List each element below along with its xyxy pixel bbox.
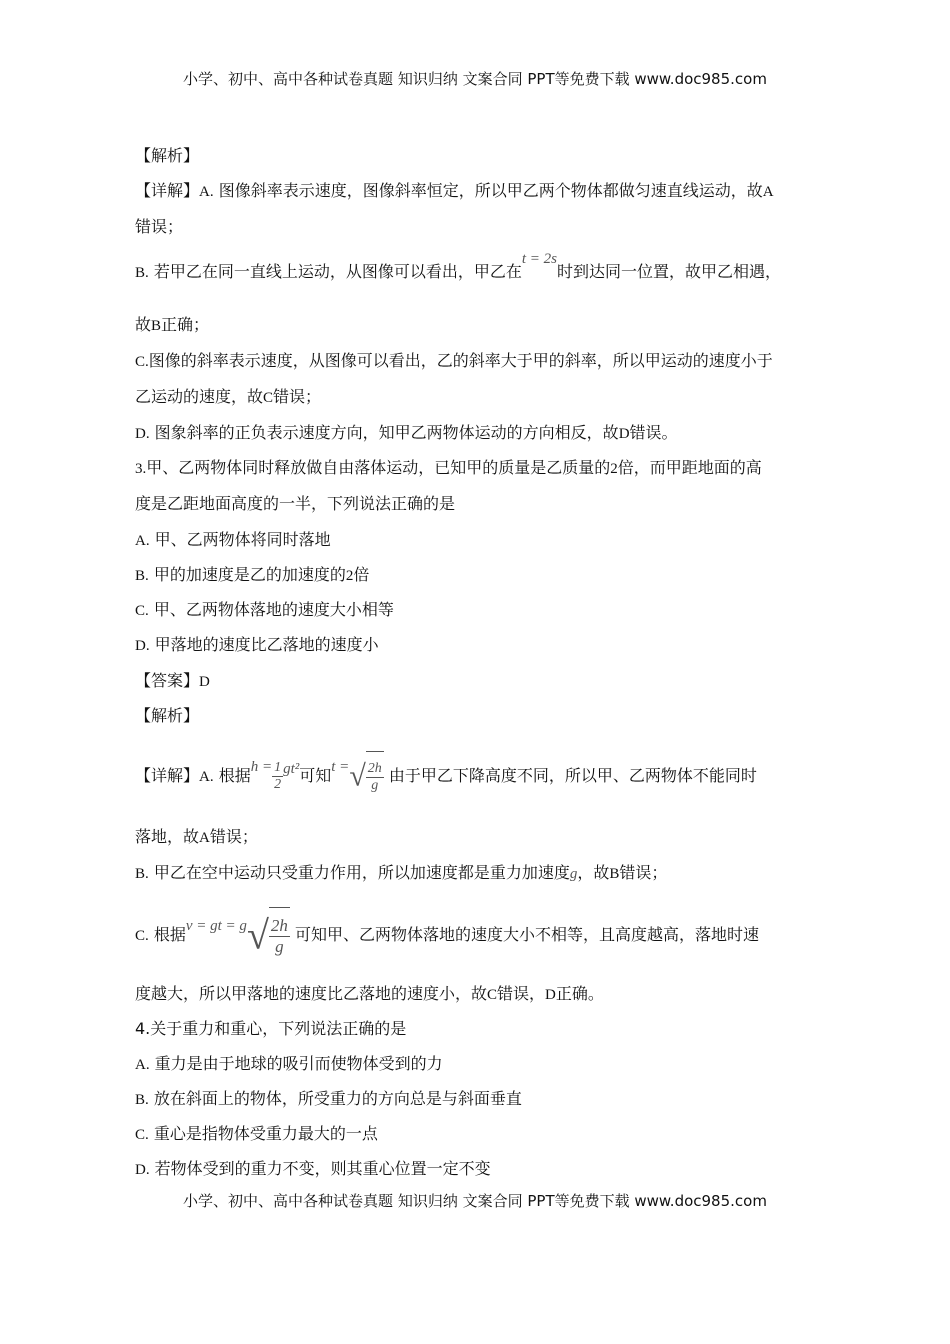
text: C	[263, 390, 274, 406]
text: B	[151, 318, 162, 334]
text: A	[199, 830, 210, 846]
text: 若物体受到的重力不变，则其重心位置一定不变	[149, 1159, 491, 1178]
option-c	[135, 600, 394, 621]
detail-a-cont: 错误；	[135, 217, 184, 236]
detail-c	[135, 351, 773, 372]
page-header: 小学、初中、高中各种试卷真题 知识归纳 文案合同 PPT等免费下载 www.doc985.com	[183, 70, 767, 88]
text: 重心是指物体受重力最大的一点	[148, 1124, 378, 1143]
text: 【详解】	[135, 766, 200, 785]
question-4: 4.关于重力和重心，下列说法正确的是	[135, 1019, 407, 1038]
denominator: g	[275, 937, 284, 956]
text: A.	[135, 533, 150, 549]
text: C.	[135, 354, 149, 370]
analysis-heading: 【解析】	[135, 146, 200, 165]
answer	[135, 671, 210, 692]
q4-option-c	[135, 1124, 378, 1145]
text: 错误，	[497, 984, 546, 1003]
text: 乙运动的速度，故	[135, 387, 264, 406]
detail-3a-cont	[135, 827, 258, 848]
text: D	[199, 674, 210, 690]
text: 若甲乙在同一直线上运动，从图像可以看出，甲乙在	[148, 262, 522, 281]
denominator: 2	[274, 777, 282, 792]
text: 正确；	[161, 315, 210, 334]
text: D	[545, 987, 556, 1003]
detail-3c-cont	[135, 984, 604, 1005]
numerator: 1	[274, 760, 282, 775]
question-3-cont: 度是乙距地面高度的一半，下列说法正确的是	[135, 494, 456, 513]
text: 错误；	[209, 827, 258, 846]
detail-a	[135, 181, 774, 202]
text: 图象斜率的正负表示速度方向，知甲乙两物体运动的方向相反，故	[149, 423, 619, 442]
q4-option-d	[135, 1159, 491, 1180]
text: 根据	[213, 766, 251, 785]
text: 3.	[135, 461, 147, 477]
option-b	[135, 565, 369, 586]
formula: v = gt = g	[185, 918, 247, 934]
text: 故	[135, 315, 152, 334]
detail-3b	[135, 863, 667, 884]
numerator: 2h	[270, 916, 288, 935]
text: C.	[135, 1127, 149, 1143]
text: ，故	[577, 863, 610, 882]
text: 倍	[353, 565, 370, 584]
text: 可知	[299, 766, 332, 785]
text: C.	[135, 603, 149, 619]
detail-b-cont	[135, 315, 209, 336]
option-a	[135, 530, 331, 551]
text: C	[487, 987, 498, 1003]
denominator: g	[371, 778, 379, 793]
text: D.	[135, 426, 150, 442]
text: B	[609, 866, 620, 882]
text: 由于甲乙下降高度不同，所以甲、乙两物体不能同时	[383, 766, 757, 785]
text: 正确。	[555, 984, 604, 1003]
fraction	[272, 760, 283, 793]
text: 可知甲、乙两物体落地的速度大小不相等，且高度越高，落地时速	[289, 925, 759, 944]
text: B.	[135, 568, 149, 584]
text: 甲、乙两物体将同时落地	[149, 530, 331, 549]
text: 甲乙在空中运动只受重力作用，所以加速度都是重力加速度	[148, 863, 570, 882]
q4-option-b	[135, 1089, 522, 1110]
detail-b	[135, 251, 782, 283]
text: A	[762, 184, 774, 200]
formula: g	[569, 866, 578, 882]
option-d	[135, 635, 379, 656]
formula: gt²	[283, 761, 300, 777]
text: 放在斜面上的物体，所受重力的方向总是与斜面垂直	[148, 1089, 522, 1108]
question-3	[135, 458, 762, 479]
text: 甲落地的速度比乙落地的速度小	[149, 635, 379, 654]
text: 时到达同一位置，故甲乙相遇，	[557, 262, 782, 281]
formula: t = 2s	[521, 251, 557, 267]
text: D	[618, 426, 630, 442]
text: B.	[135, 265, 149, 281]
text: A.	[199, 769, 214, 785]
formula: t =	[331, 759, 350, 775]
q4-option-a	[135, 1054, 443, 1075]
text: 重力是由于地球的吸引而使物体受到的力	[149, 1054, 443, 1073]
text: 根据	[148, 925, 186, 944]
detail-3c	[135, 898, 759, 958]
analysis-heading-2: 【解析】	[135, 706, 200, 725]
text: 甲、乙两物体同时释放做自由落体运动，已知甲的质量是乙质量的	[146, 458, 611, 477]
text: B.	[135, 1092, 149, 1108]
page-footer: 小学、初中、高中各种试卷真题 知识归纳 文案合同 PPT等免费下载 www.doc985.com	[183, 1192, 767, 1210]
text: A.	[135, 1057, 150, 1073]
text: B.	[135, 866, 149, 882]
sqrt: √ $\frac{2h}{g}$	[247, 907, 290, 964]
text: 【答案】	[135, 671, 200, 690]
text: A.	[199, 184, 214, 200]
numerator: 2h	[367, 761, 382, 776]
text: 错误；	[619, 863, 668, 882]
text: 度越大，所以甲落地的速度比乙落地的速度小，故	[135, 984, 488, 1003]
detail-3a	[135, 742, 757, 792]
text: 倍，而甲距地面的高	[617, 458, 762, 477]
text: 图像的斜率表示速度，从图像可以看出，乙的斜率大于甲的斜率，所以甲运动的速度小于	[148, 351, 773, 370]
text: C.	[135, 928, 149, 944]
text: D.	[135, 1162, 150, 1178]
text: 错误。	[629, 423, 678, 442]
detail-c-cont	[135, 387, 321, 408]
text: D.	[135, 638, 150, 654]
sqrt: √ $\frac{2h}{g}$	[349, 751, 383, 802]
text: 2	[345, 568, 354, 584]
text: 落地，故	[135, 827, 200, 846]
detail-d	[135, 423, 678, 444]
text: 甲、乙两物体落地的速度大小相等	[148, 600, 394, 619]
text: 甲的加速度是乙的加速度的	[148, 565, 346, 584]
text: 图像斜率表示速度，图像斜率恒定，所以甲乙两个物体都做匀速直线运动，故	[213, 181, 763, 200]
text: 【详解】	[135, 181, 200, 200]
text: 错误；	[273, 387, 322, 406]
text: 2	[610, 461, 618, 477]
formula: h =	[250, 759, 273, 775]
